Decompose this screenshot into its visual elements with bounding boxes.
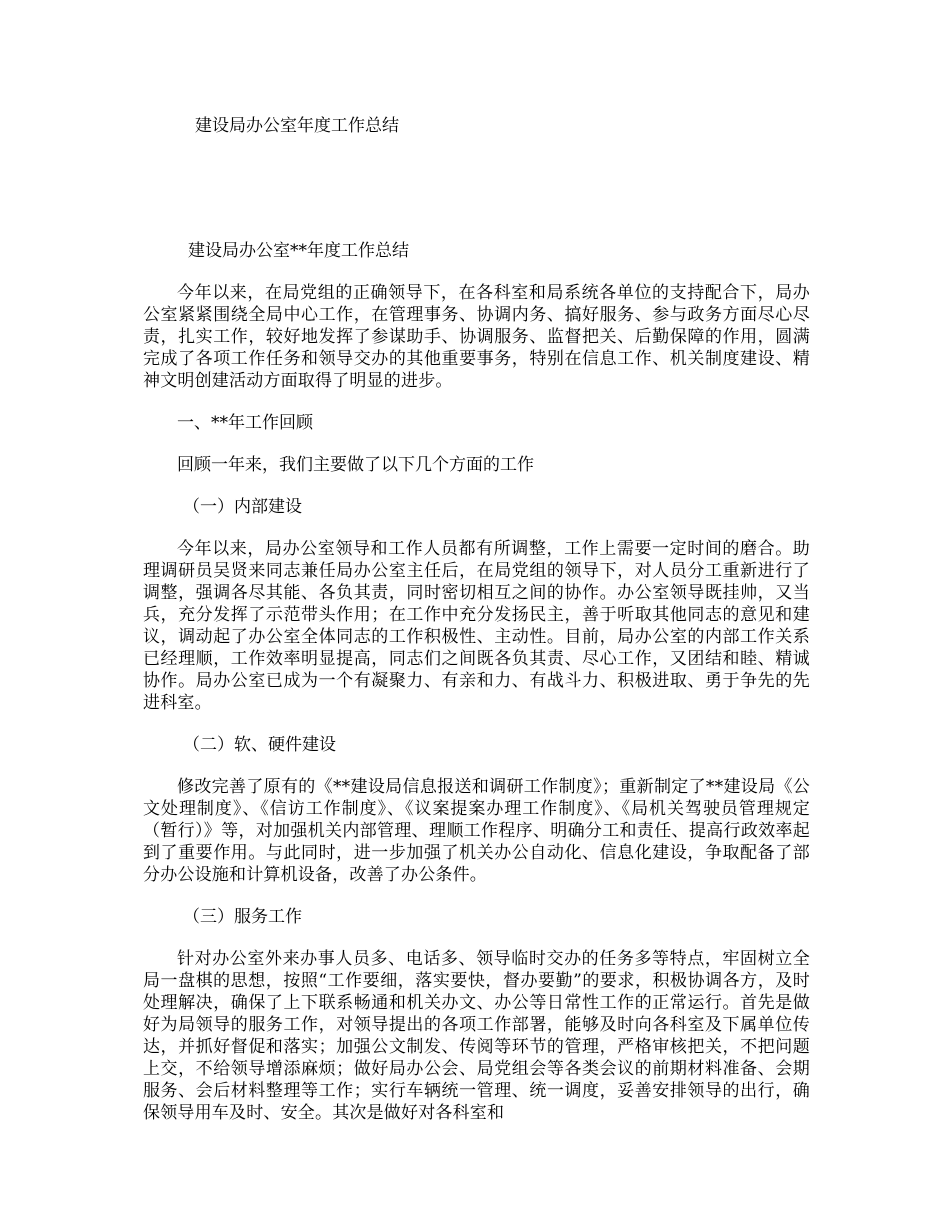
subsection-text-service: 针对办公室外来办事人员多、电话多、领导临时交办的任务多等特点，牢固树立全局一盘棋的思想，按照“工作要细，落实要快，督办要勤”的要求，积极协调各方，及时处理解决，确保了上下联系畅通和机关办文、办公等日常性工作的正常运行。首先是做好为局领导的服务工作，对领导提出的各项工作部署，能够及时向各科室及下属单位传达，并抓好督促和落实；加强公文制发、传阅等环节的管理，严格审核把关，不把问题上交，不给领导增添麻烦；做好局办公会、局党组会等各类会议的前期材料准备、会期服务、会后材料整理等工作；实行车辆统一管理、统一调度，妥善安排领导的出行，确保领导用车及时、安全。其次是做好对各科室和 xyxy=(143,949,810,1123)
document-title: 建设局办公室年度工作总结 xyxy=(195,116,399,136)
section-lead-text: 回顾一年来，我们主要做了以下几个方面的工作 xyxy=(177,455,534,475)
subsection-heading-internal: （一）内部建设 xyxy=(183,497,302,517)
subsection-text-internal: 今年以来，局办公室领导和工作人员都有所调整，工作上需要一定时间的磨合。助理调研员吴贤来同志兼任局办公室主任后，在局党组的领导下，对人员分工重新进行了调整，强调各尽其能、各负其责，同时密切相互之间的协作。办公室领导既挂帅，又当兵，充分发挥了示范带头作用；在工作中充分发扬民主，善于听取其他同志的意见和建议，调动起了办公室全体同志的工作积极性、主动性。目前，局办公室的内部工作关系已经理顺，工作效率明显提高，同志们之间既各负其责、尽心工作，又团结和睦、精诚协作。局办公室已成为一个有凝聚力、有亲和力、有战斗力、积极进取、勇于争先的先进科室。 xyxy=(143,539,810,713)
subsection-heading-service: （三）服务工作 xyxy=(183,907,302,927)
subsection-text-software-hardware: 修改完善了原有的《**建设局信息报送和调研工作制度》；重新制定了**建设局《公文处理制度》、《信访工作制度》、《议案提案办理工作制度》、《局机关驾驶员管理规定（暂行）》等，对加强机关内部管理、理顺工作程序、明确分工和责任、提高行政效率起到了重要作用。与此同时，进一步加强了机关办公自动化、信息化建设，争取配备了部分办公设施和计算机设备，改善了办公条件。 xyxy=(143,777,810,885)
subsection-heading-software-hardware: （二）软、硬件建设 xyxy=(183,735,336,755)
document-body xyxy=(143,239,810,1144)
intro-paragraph: 今年以来，在局党组的正确领导下，在各科室和局系统各单位的支持配合下，局办公室紧紧围绕全局中心工作，在管理事务、协调内务、搞好服务、参与政务方面尽心尽责，扎实工作，较好地发挥了参谋助手、协调服务、监督把关、后勤保障的作用，圆满完成了各项工作任务和领导交办的其他重要事务，特别在信息工作、机关制度建设、精神文明创建活动方面取得了明显的进步。 xyxy=(143,283,810,391)
section-heading-review: 一、**年工作回顾 xyxy=(177,413,313,433)
document-subtitle: 建设局办公室**年度工作总结 xyxy=(188,241,409,261)
